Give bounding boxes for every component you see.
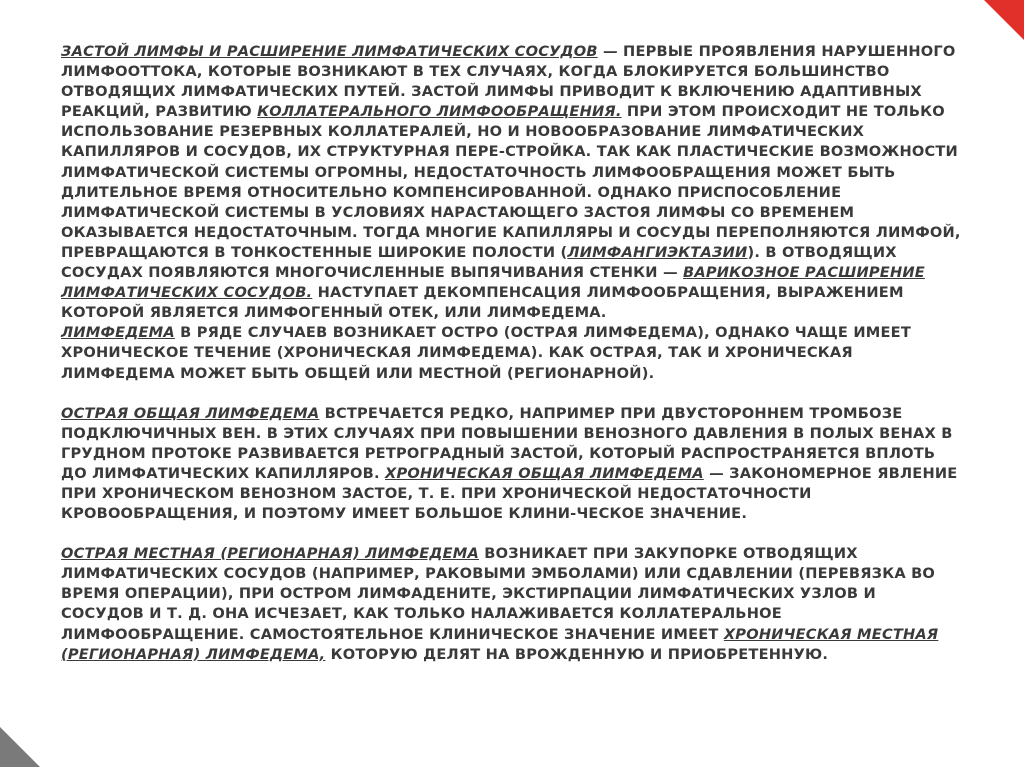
slide-top-border bbox=[0, 0, 1024, 12]
paragraph-text: ). В ОТВОДЯЩИХ СОСУДАХ ПОЯВЛЯЮТСЯ МНОГОЧИСЛЕННЫЕ ВЫПЯЧИВАНИЯ СТЕНКИ — bbox=[61, 243, 897, 282]
term-lymph-stasis: ЗАСТОЙ ЛИМФЫ И РАСШИРЕНИЕ ЛИМФАТИЧЕСКИХ СОСУДОВ bbox=[61, 43, 598, 60]
term-acute-local-lymphedema: ОСТРАЯ МЕСТНАЯ (РЕГИОНАРНАЯ) ЛИМФЕДЕМА bbox=[61, 545, 479, 563]
slide-body-text bbox=[61, 42, 961, 665]
term-chronic-local-lymphedema: ХРОНИЧЕСКАЯ МЕСТНАЯ (РЕГИОНАРНАЯ) ЛИМФЕДЕМА, bbox=[61, 625, 939, 663]
term-chronic-general-lymphedema: ХРОНИЧЕСКАЯ ОБЩАЯ ЛИМФЕДЕМА bbox=[385, 464, 704, 482]
term-varicose-lymph-vessels: ВАРИКОЗНОЕ РАСШИРЕНИЕ ЛИМФАТИЧЕСКИХ СОСУДОВ. bbox=[61, 264, 925, 302]
paragraph-lymph-stasis bbox=[61, 42, 961, 323]
paragraph-acute-local-lymphedema bbox=[61, 544, 961, 665]
term-collateral-circulation: КОЛЛАТЕРАЛЬНОГО ЛИМФООБРАЩЕНИЯ. bbox=[257, 103, 622, 121]
term-lymphedema: ЛИМФЕДЕМА bbox=[61, 324, 175, 342]
term-acute-general-lymphedema: ОСТРАЯ ОБЩАЯ ЛИМФЕДЕМА bbox=[61, 404, 320, 422]
paragraph-text: — ПЕРВЫЕ ПРОЯВЛЕНИЯ НАРУШЕННОГО ЛИМФООТТОКА, КОТОРЫЕ ВОЗНИКАЮТ В ТЕХ СЛУЧАЯХ, КОГДА БЛОКИРУЕТСЯ БОЛЬШИНСТВО ОТВОДЯЩИХ ЛИМФАТИЧЕСКИХ ПУТЕЙ. ЗАСТОЙ ЛИМФЫ ПРИВОДИТ К ВКЛЮЧЕНИЮ АДАПТИВНЫХ РЕАКЦИЙ, РАЗВИТИЮ bbox=[61, 43, 956, 121]
paragraph-spacer bbox=[61, 384, 961, 404]
paragraph-text: ПРИ ЭТОМ ПРОИСХОДИТ НЕ ТОЛЬКО ИСПОЛЬЗОВАНИЕ РЕЗЕРВНЫХ КОЛЛАТЕРАЛЕЙ, НО И НОВООБРАЗОВАНИЕ ЛИМФАТИЧЕСКИХ КАПИЛЛЯРОВ И СОСУДОВ, ИХ СТРУКТУРНАЯ ПЕРЕ-СТРОЙКА. ТАК КАК ПЛАСТИЧЕСКИЕ ВОЗМОЖНОСТИ ЛИМФАТИЧЕСКОЙ СИСТЕМЫ ОГРОМНЫ, НЕДОСТАТОЧНОСТЬ ЛИМФООБРАЩЕНИЯ МОЖЕТ БЫТЬ ДЛИТЕЛЬНОЕ ВРЕМЯ ОТНОСИТЕЛЬНО КОМПЕНСИРОВАННОЙ. ОДНАКО ПРИСПОСОБЛЕНИЕ ЛИМФАТИЧЕСКОЙ СИСТЕМЫ В УСЛОВИЯХ НАРАСТАЮЩЕГО ЗАСТОЯ ЛИМФЫ СО ВРЕМЕНЕМ ОКАЗЫВАЕТСЯ НЕДОСТАТОЧНЫМ. ТОГДА МНОГИЕ КАПИЛЛЯРЫ И СОСУДЫ ПЕРЕПОЛНЯЮТСЯ ЛИМФОЙ, ПРЕВРАЩАЮТСЯ В ТОНКОСТЕННЫЕ ШИРОКИЕ ПОЛОСТИ ( bbox=[61, 103, 961, 261]
paragraph-acute-general-lymphedema bbox=[61, 404, 961, 525]
paragraph-text: ВСТРЕЧАЕТСЯ РЕДКО, НАПРИМЕР ПРИ ДВУСТОРОННЕМ ТРОМБОЗЕ ПОДКЛЮЧИЧНЫХ ВЕН. В ЭТИХ СЛУЧАЯХ ПРИ ПОВЫШЕНИИ ВЕНОЗНОГО ДАВЛЕНИЯ В ПОЛЫХ ВЕНАХ В ГРУДНОМ ПРОТОКЕ РАЗВИВАЕТСЯ РЕТРОГРАДНЫЙ ЗАСТОЙ, КОТОРЫЙ РАСПРОСТРАНЯЕТСЯ ВПЛОТЬ ДО ЛИМФАТИЧЕСКИХ КАПИЛЛЯРОВ. bbox=[61, 404, 953, 482]
paragraph-lymphedema bbox=[61, 323, 961, 383]
paragraph-text: В РЯДЕ СЛУЧАЕВ ВОЗНИКАЕТ ОСТРО (ОСТРАЯ ЛИМФЕДЕМА), ОДНАКО ЧАЩЕ ИМЕЕТ ХРОНИЧЕСКОЕ ТЕЧЕНИЕ (ХРОНИЧЕСКАЯ ЛИМФЕДЕМА). КАК ОСТРАЯ, ТАК И ХРОНИЧЕСКАЯ ЛИМФЕДЕМА МОЖЕТ БЫТЬ ОБЩЕЙ ИЛИ МЕСТНОЙ (РЕГИОНАРНОЙ). bbox=[61, 324, 911, 382]
term-lymphangiectasia: ЛИМФАНГИЭКТАЗИИ bbox=[567, 243, 748, 261]
paragraph-text: НАСТУПАЕТ ДЕКОМПЕНСАЦИЯ ЛИМФООБРАЩЕНИЯ, ВЫРАЖЕНИЕМ КОТОРОЙ ЯВЛЯЕТСЯ ЛИМФОГЕННЫЙ ОТЕК, ИЛИ ЛИМФЕДЕМА. bbox=[61, 284, 904, 322]
red-corner-decoration bbox=[984, 0, 1024, 40]
paragraph-spacer bbox=[61, 524, 961, 544]
paragraph-text: — ЗАКОНОМЕРНОЕ ЯВЛЕНИЕ ПРИ ХРОНИЧЕСКОМ ВЕНОЗНОМ ЗАСТОЕ, Т. Е. ПРИ ХРОНИЧЕСКОЙ НЕДОСТАТОЧНОСТИ КРОВООБРАЩЕНИЯ, И ПОЭТОМУ ИМЕЕТ БОЛЬШОЕ КЛИНИ-ЧЕСКОЕ ЗНАЧЕНИЕ. bbox=[61, 464, 958, 523]
paragraph-text: ВОЗНИКАЕТ ПРИ ЗАКУПОРКЕ ОТВОДЯЩИХ ЛИМФАТИЧЕСКИХ СОСУДОВ (НАПРИМЕР, РАКОВЫМИ ЭМБОЛАМИ) ИЛИ СДАВЛЕНИИ (ПЕРЕВЯЗКА ВО ВРЕМЯ ОПЕРАЦИИ), ПРИ ОСТРОМ ЛИМФАДЕНИТЕ, ЭКСТИРПАЦИИ ЛИМФАТИЧЕСКИХ УЗЛОВ И СОСУДОВ И Т. Д. ОНА ИСЧЕЗАЕТ, КАК ТОЛЬКО НАЛАЖИВАЕТСЯ КОЛЛАТЕРАЛЬНОЕ ЛИМФООБРАЩЕНИЕ. САМОСТОЯТЕЛЬНОЕ КЛИНИЧЕСКОЕ ЗНАЧЕНИЕ ИМЕЕТ bbox=[61, 545, 936, 643]
gray-corner-decoration bbox=[0, 727, 40, 767]
paragraph-text: КОТОРУЮ ДЕЛЯТ НА ВРОЖДЕННУЮ И ПРИОБРЕТЕННУЮ. bbox=[325, 645, 829, 663]
